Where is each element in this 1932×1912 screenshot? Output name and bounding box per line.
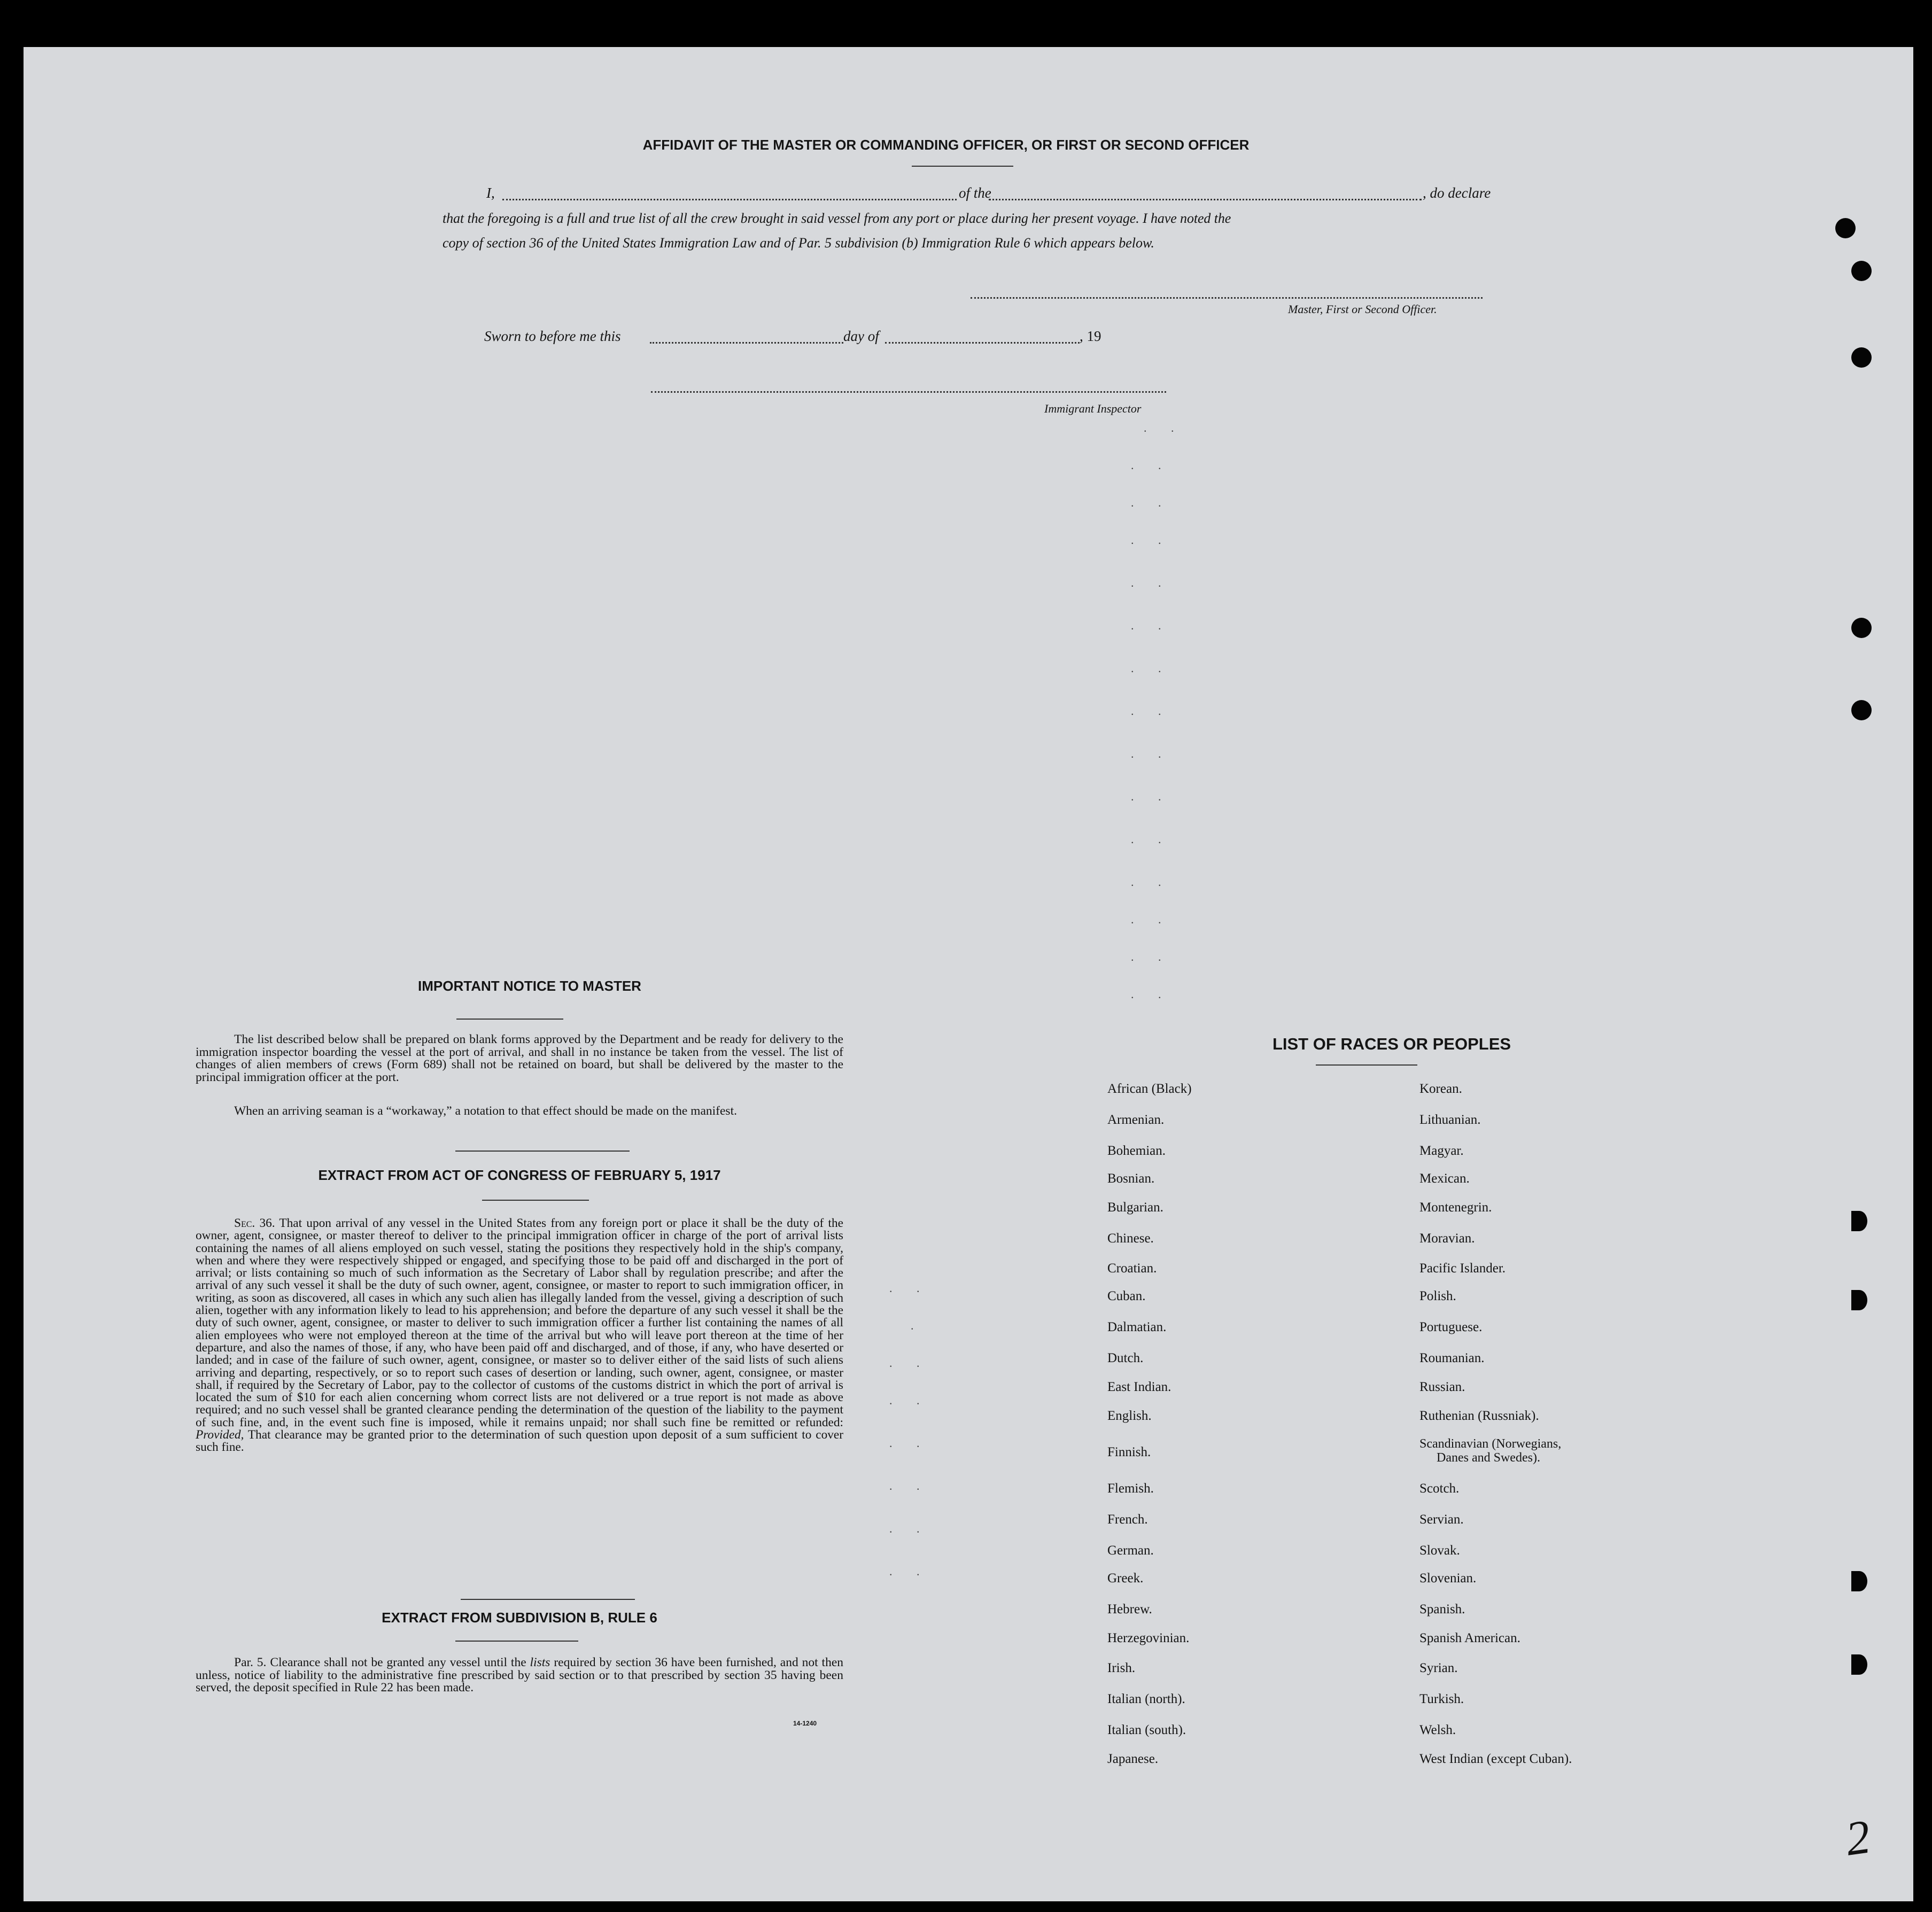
dot-mark: . . (1131, 875, 1172, 889)
form-number: 14-1240 (793, 1720, 817, 1727)
rule-extract-title: EXTRACT FROM SUBDIVISION B, RULE 6 (382, 1610, 657, 1626)
notice-title: IMPORTANT NOTICE TO MASTER (418, 978, 641, 994)
punch-hole (1851, 347, 1872, 368)
handwritten-page-mark: 2 (1842, 1810, 1874, 1866)
dot-mark: . . (1144, 421, 1185, 434)
race-item: Servian. (1419, 1512, 1464, 1527)
race-item: German. (1107, 1543, 1154, 1558)
dot-mark: . . (1131, 833, 1172, 846)
punch-hole (1851, 1211, 1867, 1231)
dot-mark: . . (1131, 790, 1172, 803)
race-item: Slovak. (1419, 1543, 1460, 1558)
dot-mark: . . (889, 1479, 930, 1493)
affidavit-declare-label: , do declare (1423, 185, 1491, 201)
race-item: Syrian. (1419, 1661, 1458, 1675)
race-item: Flemish. (1107, 1481, 1154, 1496)
affidavit-text-line3: copy of section 36 of the United States Immigration Law and of Par. 5 subdivision (b) Immigration Rule 6 which appears below. (443, 235, 1154, 251)
dot-mark: . . (1131, 988, 1172, 1001)
affidavit-text-line2: that the foregoing is a full and true list of all the crew brought in said vessel from any port or place during her present voyage. I have noted the (443, 211, 1231, 226)
affidavit-of-the-label: of the (959, 185, 991, 201)
race-item: Moravian. (1419, 1231, 1475, 1246)
inspector-label: Immigrant Inspector (1044, 402, 1142, 415)
affidavit-title-rule (912, 166, 1013, 167)
race-item: Croatian. (1107, 1261, 1157, 1276)
punch-hole (1851, 1571, 1867, 1591)
dot-mark: . . (889, 1394, 930, 1407)
race-item: Magyar. (1419, 1144, 1464, 1158)
section-label: Sec. 36. (234, 1216, 275, 1230)
punch-hole (1851, 1654, 1867, 1675)
notice-divider (455, 1151, 630, 1152)
race-item: East Indian. (1107, 1380, 1171, 1394)
notice-para2: When an arriving seaman is a “workaway,” a notation to that effect should be made on the manifest. (234, 1104, 737, 1118)
rule-extract-title-rule (455, 1641, 578, 1642)
affidavit-i-label: I, (486, 185, 495, 201)
race-item: Irish. (1107, 1661, 1136, 1675)
affidavit-title: AFFIDAVIT OF THE MASTER OR COMMANDING OFFICER, OR FIRST OR SECOND OFFICER (642, 137, 1250, 153)
dot-mark: . (911, 1319, 925, 1332)
sworn-day-blank[interactable] (650, 342, 843, 344)
dot-mark: . . (1131, 619, 1172, 632)
punch-hole (1851, 1290, 1867, 1310)
act-extract-body: That upon arrival of any vessel in the United States from any foreign port or place it shall be the duty of the owner, agent, consignee, or master thereof to deliver to the principal immigration officer in charge of the port of arrival lists containing the names of all aliens employed on such vessel, stating the positions they respectively hold in the ship's company, when and where they were respectively shipped or engaged, and specifying those to be paid off and discharged in the port of arrival; or lists containing so much of such information as the Secretary of Labor shall by regulation prescribe; and after the arrival of any such vessel it shall be the duty of such owner, agent, consignee, or master to report to such immigration officer, in writing, as soon as discovered, all cases in which any such alien has illegally landed from the vessel, giving a description of such alien, together with any information likely to lead to his apprehension; and before the departure of any such vessel it shall be the duty of such owner, agent, consignee, or master to deliver to such immigration officer a further list containing the names of all alien employees who were not employed thereon at the time of the arrival but who will leave port thereon at the time of her departure, and also the names of those, if any, who have been paid off and discharged, and of those, if any, who have deserted or landed; and in case of the failure of such owner, agent, consignee, or master so to deliver either of the said lists of such aliens arriving and departing, respectively, or so to report such cases of desertion or landing, such owner, agent, consignee, or master shall, if required by the Secretary of Labor, pay to the collector of customs of the customs district in which the port of arrival is located the sum of $10 for each alien concerning whom correct lists are not delivered or a true report is not made as above required; and no such vessel shall be granted clearance pending the determination of the question of the liability to the payment of such fine, and, in the event such fine is imposed, while it remains unpaid; nor shall such fine be remitted or refunded: (196, 1216, 844, 1429)
race-item: Chinese. (1107, 1231, 1154, 1246)
race-item: Herzegovinian. (1107, 1631, 1190, 1645)
race-item: Ruthenian (Russniak). (1419, 1409, 1539, 1423)
race-item: Bohemian. (1107, 1144, 1166, 1158)
race-item: Spanish. (1419, 1602, 1465, 1616)
inspector-signature-line[interactable] (651, 391, 1166, 393)
race-item: Roumanian. (1419, 1351, 1485, 1365)
race-item: Finnish. (1107, 1445, 1151, 1459)
dot-mark: . . (889, 1281, 930, 1295)
race-item: Pacific Islander. (1419, 1261, 1506, 1276)
rule-text-a: Par. 5. Clearance shall not be granted any vessel until the (234, 1655, 526, 1669)
form-page (24, 47, 1913, 1901)
race-item: West Indian (except Cuban). (1419, 1752, 1572, 1766)
race-item: Portuguese. (1419, 1320, 1483, 1334)
races-title-rule (1316, 1064, 1417, 1066)
act-extract-divider (461, 1599, 635, 1600)
race-item: Cuban. (1107, 1289, 1146, 1303)
sworn-month-blank[interactable] (885, 342, 1080, 344)
act-extract-text (196, 1217, 843, 1454)
affidavit-name-blank[interactable] (502, 199, 957, 200)
provided-word: Provided, (196, 1428, 244, 1442)
affidavit-vessel-blank[interactable] (989, 199, 1422, 200)
dot-mark: . . (1131, 458, 1172, 472)
race-item: Slovenian. (1419, 1571, 1477, 1585)
dot-mark: . . (889, 1356, 930, 1370)
race-item: Dalmatian. (1107, 1320, 1167, 1334)
dot-mark: . . (1131, 913, 1172, 926)
dot-mark: . . (1131, 704, 1172, 718)
race-item: Bosnian. (1107, 1171, 1155, 1186)
race-item: Japanese. (1107, 1752, 1159, 1766)
races-title: LIST OF RACES OR PEOPLES (1272, 1035, 1511, 1053)
dot-mark: . . (889, 1522, 930, 1535)
race-item: Italian (north). (1107, 1692, 1185, 1706)
race-item: Turkish. (1419, 1692, 1464, 1706)
master-signature-line[interactable] (971, 297, 1483, 299)
year-label: , 19 (1080, 328, 1101, 344)
race-item: Scotch. (1419, 1481, 1460, 1496)
sworn-label: Sworn to before me this (484, 328, 621, 344)
dot-mark: . . (1131, 576, 1172, 589)
race-item: Italian (south). (1107, 1723, 1186, 1737)
act-extract-end: That clearance may be granted prior to the determination of such question upon deposit of a sum sufficient to cover such fine. (196, 1428, 844, 1455)
race-item: French. (1107, 1512, 1148, 1527)
act-extract-title-rule (482, 1200, 589, 1201)
punch-hole (1851, 618, 1872, 638)
race-item: Russian. (1419, 1380, 1465, 1394)
race-item: African (Black) (1107, 1082, 1192, 1096)
dot-mark: . . (889, 1436, 930, 1450)
race-item: Hebrew. (1107, 1602, 1152, 1616)
notice-para1: The list described below shall be prepared on blank forms approved by the Department and be ready for delivery to the immigration inspector boarding the vessel at the port of arrival, and shall in no instance be taken from the vessel. The list of changes of alien members of crews (Form 689) shall not be retained on board, but shall be delivered by the master to the principal immigration officer at the port. (196, 1032, 843, 1084)
dot-mark: . . (1131, 747, 1172, 760)
rule-extract-text (196, 1657, 843, 1695)
lists-word: lists (530, 1655, 550, 1669)
race-item: Spanish American. (1419, 1631, 1520, 1645)
dot-mark: . . (889, 1565, 930, 1578)
race-item: Korean. (1419, 1082, 1462, 1096)
race-item: Montenegrin. (1419, 1200, 1492, 1215)
notice-title-rule (456, 1019, 563, 1020)
master-signature-label: Master, First or Second Officer. (1288, 302, 1437, 316)
race-item: Welsh. (1419, 1723, 1456, 1737)
dot-mark: . . (1131, 496, 1172, 509)
race-item: Polish. (1419, 1289, 1456, 1303)
punch-hole (1851, 700, 1872, 720)
race-item: Mexican. (1419, 1171, 1470, 1186)
race-item: Scandinavian (Norwegians, (1419, 1437, 1562, 1451)
dot-mark: . . (1131, 533, 1172, 547)
race-item: English. (1107, 1409, 1152, 1423)
dot-mark: . . (1131, 950, 1172, 963)
race-item: Bulgarian. (1107, 1200, 1163, 1215)
race-item: Lithuanian. (1419, 1113, 1481, 1127)
punch-hole (1851, 261, 1872, 281)
race-item: Danes and Swedes). (1437, 1451, 1540, 1465)
race-item: Greek. (1107, 1571, 1144, 1585)
act-extract-title: EXTRACT FROM ACT OF CONGRESS OF FEBRUARY 5, 1917 (318, 1167, 721, 1183)
race-item: Dutch. (1107, 1351, 1144, 1365)
day-of-label: day of (843, 328, 879, 344)
rule-text-b: required by section 36 have been furnished, and not then unless, notice of liability to the administrative fine prescribed by said section or to that prescribed by section 35 having been served, the deposit specified in Rule 22 has been made. (196, 1655, 844, 1695)
race-item: Armenian. (1107, 1113, 1165, 1127)
punch-hole (1835, 218, 1856, 238)
dot-mark: . . (1131, 662, 1172, 675)
